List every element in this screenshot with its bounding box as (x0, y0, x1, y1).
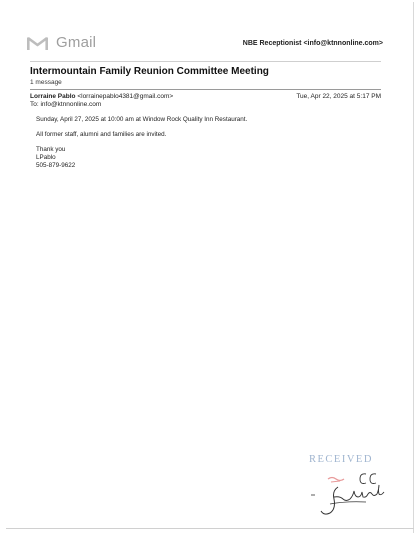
signature-line: 505-879-9622 (36, 162, 76, 169)
body-paragraph: Sunday, April 27, 2025 at 10:00 am at Window Rock Quality Inn Restaurant. (36, 116, 248, 123)
signature-line: LPablo (36, 154, 56, 161)
received-stamp-label: RECEIVED (309, 454, 373, 465)
signature (36, 146, 366, 170)
page-edge (6, 528, 414, 529)
stamp-date-smudge (328, 478, 344, 483)
signature-line: Thank you (36, 146, 66, 153)
gmail-logo (27, 34, 96, 51)
gmail-wordmark: Gmail (56, 34, 97, 51)
sender-line (30, 93, 173, 100)
email-subject: Intermountain Family Reunion Committee Meeting (30, 66, 269, 77)
page-edge (413, 2, 414, 533)
divider (30, 89, 381, 90)
handwritten-cc (360, 474, 376, 484)
message-body (36, 116, 366, 170)
handwritten-annotation (308, 452, 390, 522)
message-count: 1 message (30, 79, 62, 86)
divider (30, 61, 381, 62)
gmail-envelope-icon (27, 35, 48, 51)
recipient-line: To: info@ktnnonline.com (30, 101, 102, 108)
received-stamp (308, 452, 390, 522)
sender-name: Lorraine Pablo (30, 93, 76, 100)
body-paragraph: All former staff, alumni and families are invited. (36, 131, 167, 138)
message-date: Tue, Apr 22, 2025 at 5:17 PM (296, 93, 381, 100)
account-address: NBE Receptionist <info@ktnnonline.com> (242, 40, 383, 47)
handwritten-entered (311, 485, 384, 514)
sender-email: <lorrainepablo4381@gmail.com> (77, 93, 174, 100)
